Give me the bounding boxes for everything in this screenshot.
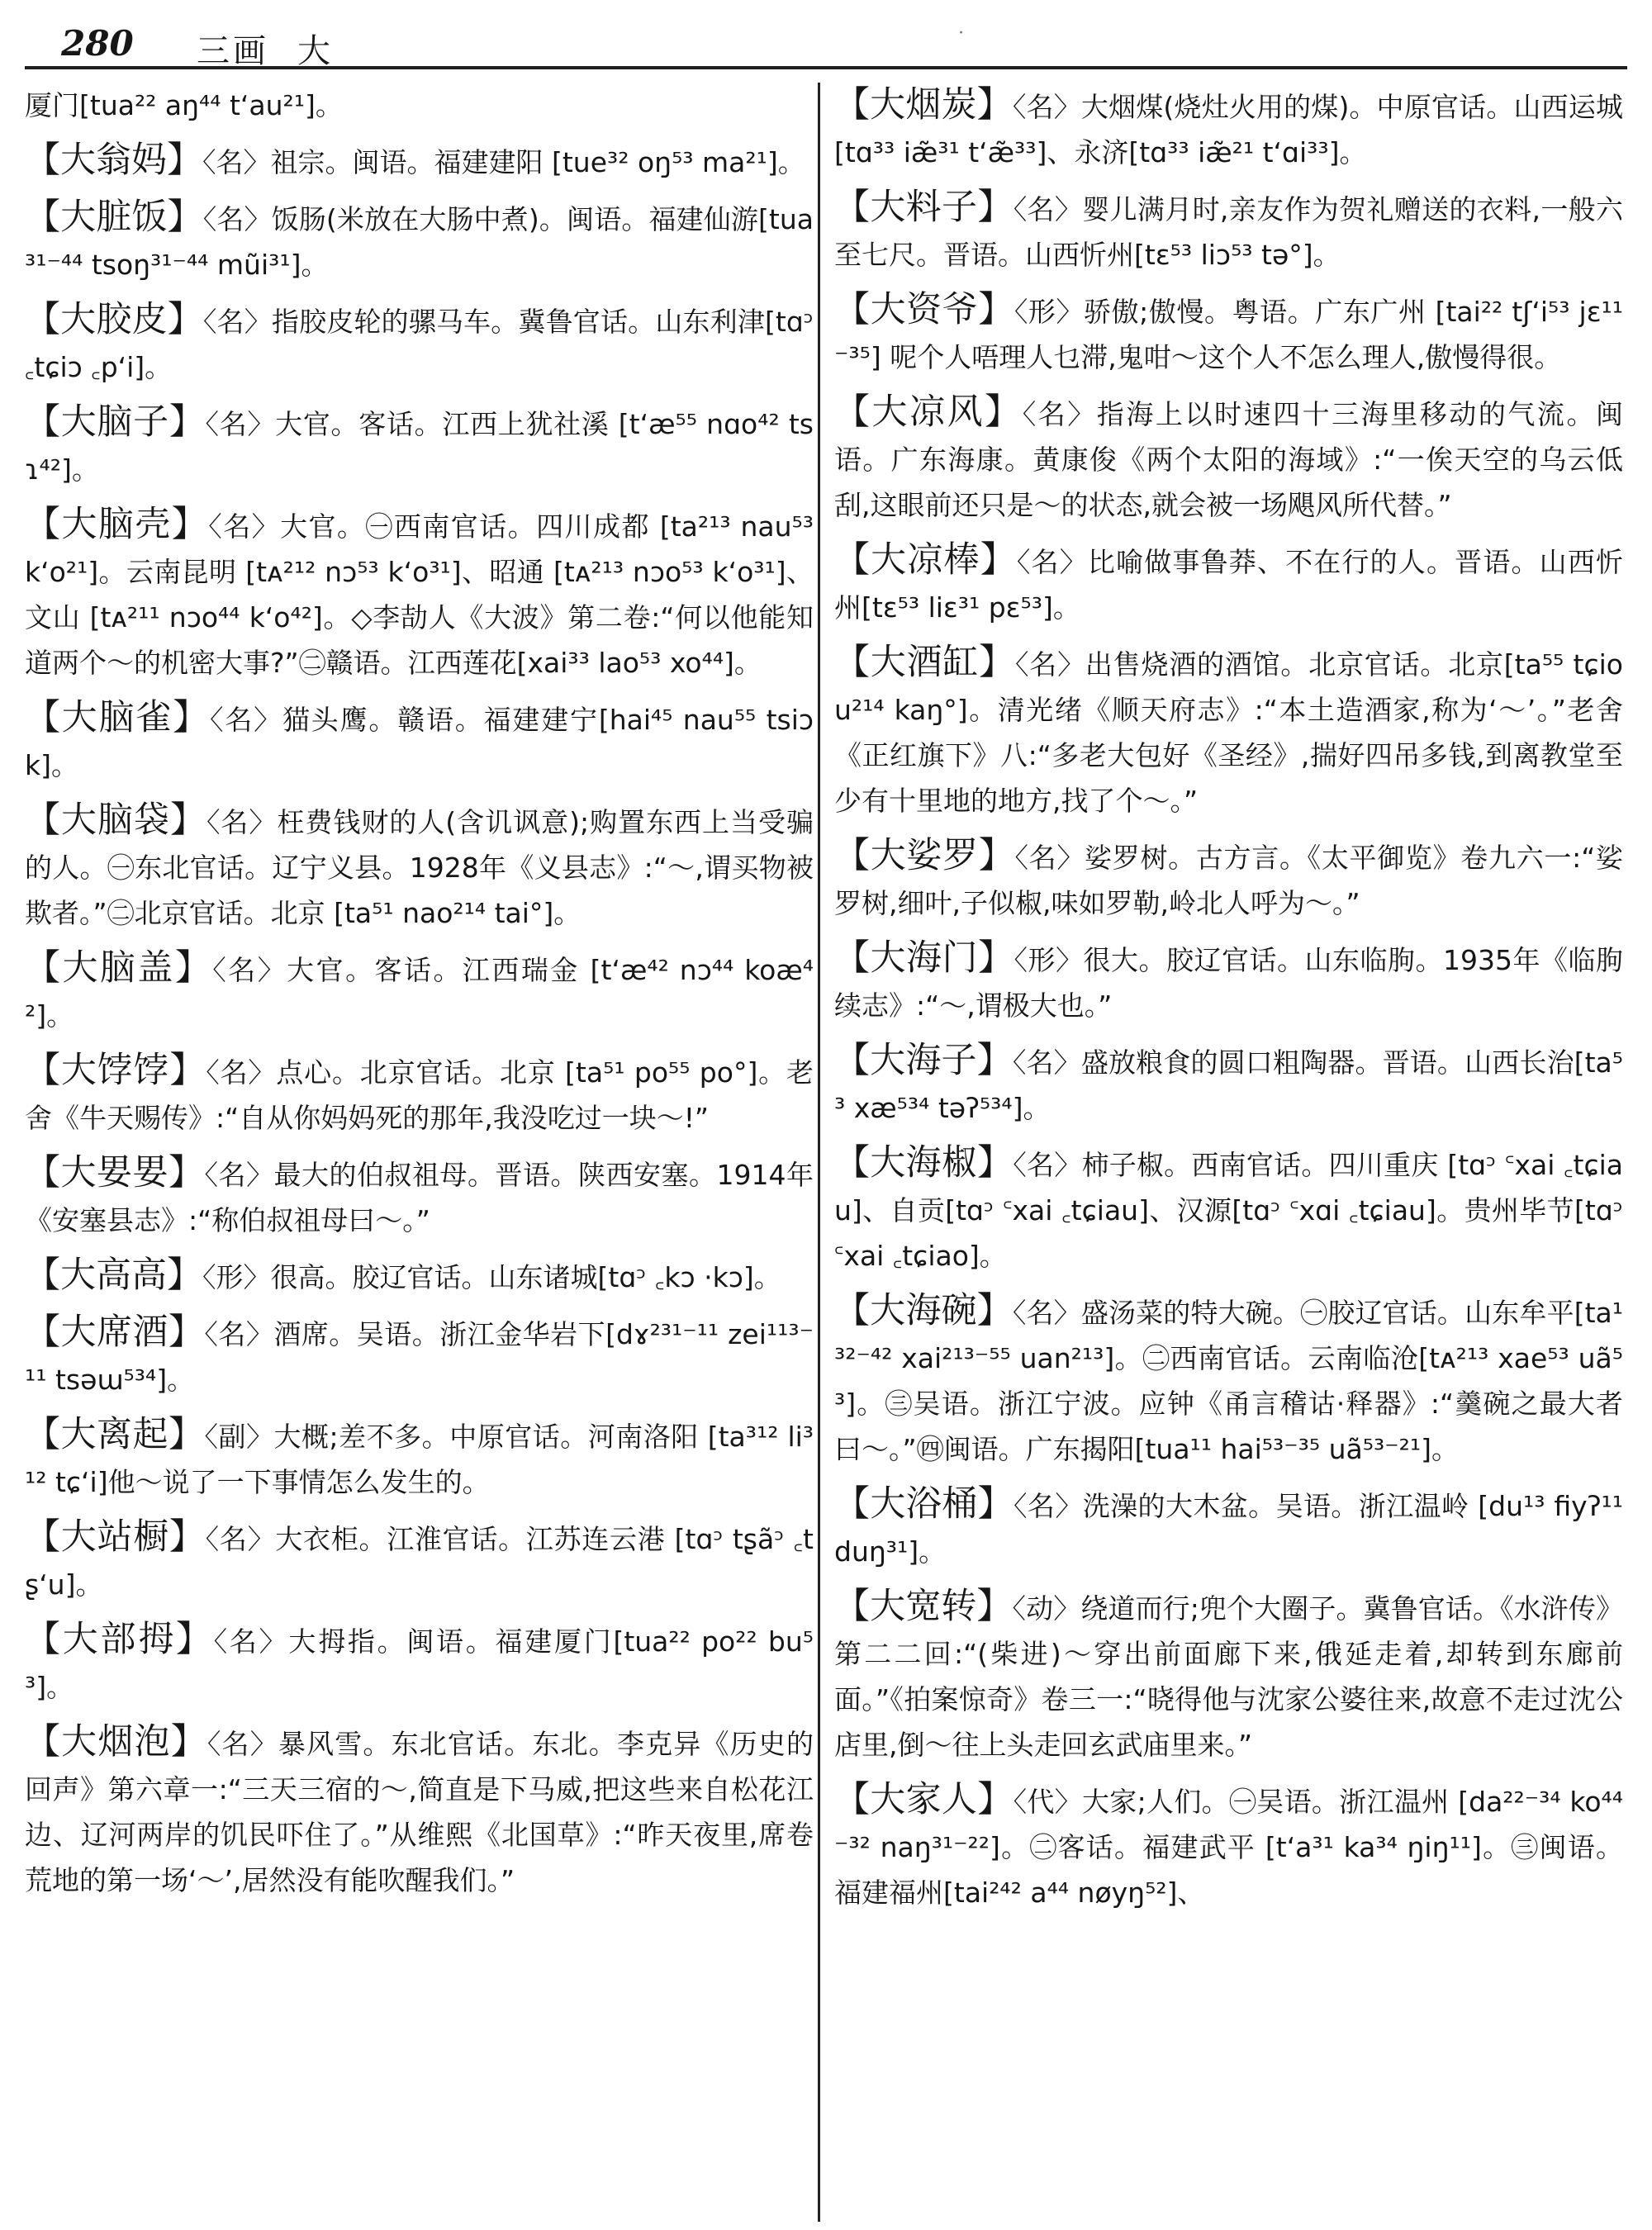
dictionary-entry xyxy=(834,1777,1623,1915)
entry-headword: 【大部拇】 xyxy=(25,1619,214,1660)
entry-headword: 【大站橱】 xyxy=(25,1516,206,1558)
dictionary-entry xyxy=(25,695,814,788)
dictionary-entry xyxy=(25,1515,814,1607)
entry-definition: 〈名〉指胶皮轮的骡马车。冀鲁官话。山东利津[tɑᵓ ꜀tɕiɔ ꜀p‘i]。 xyxy=(25,306,814,383)
entry-definition: 〈名〉指海上以时速四十三海里移动的气流。闽语。广东海康。黄康俊《两个太阳的海域》:“一俟天空的乌云低刮,这眼前还只是～的状态,就会被一场飓风所代替。” xyxy=(834,398,1624,521)
entry-definition: 〈副〉大概;差不多。中原官话。河南洛阳 [ta³¹² li³¹² tɕ‘i]他～说了一下事情怎么发生的。 xyxy=(25,1421,814,1498)
entry-headword: 【大离起】 xyxy=(25,1414,205,1455)
entry-definition: 〈名〉大官。客话。江西上犹社溪 [t‘æ⁵⁵ nɑo⁴² tsɿ⁴²]。 xyxy=(25,408,814,486)
entry-definition: 〈名〉枉费钱财的人(含讥讽意);购置东西上当受骗的人。㊀东北官话。辽宁义县。1928年《义县志》:“～,谓买物被欺者。”㊁北京官话。北京 [ta⁵¹ nao²¹⁴ tai°]。 xyxy=(25,806,814,929)
entry-headword: 【大脑盖】 xyxy=(25,947,213,989)
dictionary-entry xyxy=(25,195,814,287)
right-column xyxy=(834,83,1623,1925)
dictionary-entry xyxy=(25,1720,814,1903)
entry-headword: 【大㚻㚻】 xyxy=(25,1152,205,1193)
dictionary-entry xyxy=(25,1310,814,1402)
entry-headword: 【大胶皮】 xyxy=(25,299,203,340)
entry-definition: 〈名〉最大的伯叔祖母。晋语。陕西安塞。1914年《安塞县志》:“称伯叔祖母曰～。” xyxy=(25,1159,814,1236)
dictionary-entry xyxy=(834,1141,1623,1279)
entry-headword: 【大翁妈】 xyxy=(25,140,202,181)
dictionary-entry xyxy=(25,946,814,1038)
entry-headword: 【大凉风】 xyxy=(834,391,1023,433)
entry-definition: 〈名〉娑罗树。古方言。《太平御览》卷九六一:“娑罗树,细叶,子似椒,味如罗勒,岭北人呼为～。” xyxy=(834,842,1624,919)
dictionary-entry xyxy=(834,538,1623,630)
entry-definition: 〈名〉饭肠(米放在大肠中煮)。闽语。福建仙游[tua³¹⁻⁴⁴ tsoŋ³¹⁻⁴⁴ mũi³¹]。 xyxy=(25,203,814,281)
entry-definition: 〈名〉酒席。吴语。浙江金华岩下[dɤ²³¹⁻¹¹ zei¹¹³⁻¹¹ tsəɯ⁵³⁴]。 xyxy=(25,1318,814,1396)
entry-definition: 〈名〉比喻做事鲁莽、不在行的人。晋语。山西忻州[tɛ⁵³ liɛ³¹ pɛ⁵³]。 xyxy=(834,546,1624,624)
entry-definition: 〈名〉暴风雪。东北官话。东北。李克异《历史的回声》第六章一:“三天三宿的～,简直是下马威,把这些来自松花江边、辽河两岸的饥民吓住了。”从维熙《北国草》:“昨天夜里,席卷荒地的第一场‘～’,居然没有能吹醒我们。” xyxy=(25,1728,814,1896)
entry-headword: 【大娑罗】 xyxy=(834,835,1015,876)
dictionary-entry xyxy=(834,1584,1623,1767)
dictionary-entry xyxy=(25,1617,814,1710)
entry-definition: 〈名〉柿子椒。西南官话。四川重庆 [tɑᵓ ꜂xai ꜀tɕiau]、自贡[tɑᵓ ꜂xai ꜀tɕiau]、汉源[tɑᵓ ꜂xɑi ꜀tɕiau]。贵州毕节[tɑᵓ ꜂xai ꜀tɕiao]。 xyxy=(834,1149,1623,1272)
entry-definition: 〈名〉盛汤菜的特大碗。㊀胶辽官话。山东牟平[ta¹³²⁻⁴² xai²¹³⁻⁵⁵ uan²¹³]。㊁西南官话。云南临沧[tᴀ²¹³ xae⁵³ uã⁵³]。㊂吴语。浙江宁波。应钟《甬言稽诂·释器》:“羹碗之最大者曰～。”㊃闽语。广东揭阳[tua¹¹ hai⁵³⁻³⁵ uã⁵³⁻²¹]。 xyxy=(834,1297,1624,1465)
entry-definition: 〈名〉盛放粮食的圆口粗陶器。晋语。山西长治[ta⁵³ xæ⁵³⁴ təʔ⁵³⁴]。 xyxy=(834,1046,1624,1124)
entry-headword: 【大酒缸】 xyxy=(834,642,1015,683)
entry-headword: 【大海椒】 xyxy=(834,1142,1014,1184)
entry-definition: 〈名〉猫头鹰。赣语。福建建宁[hai⁴⁵ nau⁵⁵ tsiɔk]。 xyxy=(25,704,814,781)
entry-definition: 〈名〉婴儿满月时,亲友作为贺礼赠送的衣料,一般六至七尺。晋语。山西忻州[tɛ⁵³ liɔ⁵³ tə°]。 xyxy=(834,193,1623,271)
entry-definition: 〈形〉很高。胶辽官话。山东诸城[tɑᵓ ꜀kɔ ·kɔ]。 xyxy=(202,1261,781,1293)
entry-headword: 【大宽转】 xyxy=(834,1586,1013,1627)
section-character: 大 xyxy=(297,32,330,70)
dictionary-entry xyxy=(25,798,814,936)
entry-headword: 【大脑袋】 xyxy=(25,799,206,841)
entry-definition: 〈名〉大拇指。闽语。福建厦门[tua²² po²² bu⁵³]。 xyxy=(25,1625,814,1703)
entry-headword: 【大海碗】 xyxy=(834,1290,1013,1331)
dictionary-entry xyxy=(834,640,1623,823)
entry-definition: 〈代〉大家;人们。㊀吴语。浙江温州 [da²²⁻³⁴ ko⁴⁴⁻³² naŋ³¹⁻²²]。㊁客话。福建武平 [t‘a³¹ ka³⁴ ŋiŋ¹¹]。㊂闽语。福建福州[tai²⁴² a⁴⁴ nøyŋ⁵²]、 xyxy=(834,1786,1624,1909)
entry-definition: 〈名〉大衣柜。江淮官话。江苏连云港 [tɑᵓ tʂãᵓ ꜀tʂ‘u]。 xyxy=(25,1523,814,1601)
entry-headword: 【大脑壳】 xyxy=(25,504,209,545)
dictionary-entry xyxy=(834,833,1623,926)
entry-headword: 【大烟泡】 xyxy=(25,1721,207,1763)
dictionary-entry xyxy=(25,1151,814,1243)
dictionary-entry xyxy=(834,390,1623,528)
entry-headword: 【大资爷】 xyxy=(834,289,1014,330)
dictionary-entry xyxy=(25,502,814,686)
dictionary-entry xyxy=(834,185,1623,278)
entry-definition: 厦门[tua²² aŋ⁴⁴ t‘au²¹]。 xyxy=(25,89,343,121)
entry-headword: 【大凉棒】 xyxy=(834,539,1017,581)
dictionary-entry xyxy=(25,138,814,185)
entry-headword: 【大脑雀】 xyxy=(25,697,211,738)
entry-definition: 〈名〉大烟煤(烧灶火用的煤)。中原官话。山西运城[tɑ³³ iæ̃³¹ t‘æ̃³³]、永济[tɑ³³ iæ̃²¹ t‘ɑi³³]。 xyxy=(834,91,1624,168)
entry-definition: 〈名〉出售烧酒的酒馆。北京官话。北京[ta⁵⁵ tɕiou²¹⁴ kaŋ°]。清光绪《顺天府志》:“本土造酒家,称为‘～’。”老舍《正红旗下》八:“多老大包好《圣经》,揣好四吊多钱,到离教堂至少有十里地的地方,找了个～。” xyxy=(834,648,1623,817)
page-number: 280 xyxy=(61,23,134,64)
dictionary-entry xyxy=(834,83,1623,175)
dictionary-entry xyxy=(25,400,814,492)
dictionary-entry xyxy=(25,1253,814,1300)
dictionary-entry xyxy=(25,297,814,390)
entry-definition: 〈名〉大官。㊀西南官话。四川成都 [ta²¹³ nau⁵³ k‘o²¹]。云南昆明 [tᴀ²¹² nɔ⁵³ k‘o³¹]、昭通 [tᴀ²¹³ nɔo⁵³ k‘o³¹]、文山 [tᴀ²¹¹ nɔo⁴⁴ k‘o⁴²]。◇李劼人《大波》第二卷:“何以他能知道两个～的机密大事?”㊁赣语。江西莲花[xai³³ lao⁵³ xo⁴⁴]。 xyxy=(25,510,814,679)
dictionary-entry xyxy=(834,936,1623,1028)
column-divider xyxy=(818,83,820,2222)
entry-definition: 〈动〉绕道而行;兜个大圈子。冀鲁官话。《水浒传》第二二回:“(柴进)～穿出前面廊下来,俄延走着,却转到东廊前面。”《拍案惊奇》卷三一:“晓得他与沈家公婆往来,故意不走过沈公店里,倒～往上头走回玄武庙里来。” xyxy=(834,1592,1623,1761)
entry-headword: 【大料子】 xyxy=(834,187,1014,228)
dictionary-entry xyxy=(834,1288,1623,1472)
dictionary-entry xyxy=(834,1038,1623,1131)
page-header xyxy=(25,18,1627,69)
entry-headword: 【大浴桶】 xyxy=(834,1483,1014,1525)
left-column xyxy=(25,83,814,1913)
entry-headword: 【大海子】 xyxy=(834,1040,1013,1081)
entry-definition: 〈名〉祖宗。闽语。福建建阳 [tue³² oŋ⁵³ ma²¹]。 xyxy=(202,146,805,178)
entry-headword: 【大脏饭】 xyxy=(25,197,203,238)
entry-definition: 〈形〉骄傲;傲慢。粤语。广东广州 [tai²² tʃ‘i⁵³ jɛ¹¹⁻³⁵] 呢个人唔理人乜滞,鬼咁～这个人不怎么理人,傲慢得很。 xyxy=(834,296,1623,373)
entry-headword: 【大高高】 xyxy=(25,1255,202,1296)
section-label: 三画 xyxy=(197,32,269,70)
dictionary-entry xyxy=(25,83,814,128)
entry-headword: 【大饽饽】 xyxy=(25,1050,206,1091)
dictionary-entry xyxy=(25,1048,814,1141)
dictionary-entry xyxy=(834,1482,1623,1574)
entry-headword: 【大烟炭】 xyxy=(834,84,1013,126)
entry-headword: 【大家人】 xyxy=(834,1779,1014,1820)
entry-definition: 〈名〉大官。客话。江西瑞金 [t‘æ⁴² nɔ⁴⁴ koæ⁴²]。 xyxy=(25,954,814,1032)
entry-definition: 〈名〉点心。北京官话。北京 [ta⁵¹ po⁵⁵ po°]。老舍《牛天赐传》:“自从你妈妈死的那年,我没吃过一块～!” xyxy=(25,1056,814,1134)
dictionary-entry xyxy=(25,1412,814,1505)
entry-definition: 〈名〉洗澡的大木盆。吴语。浙江温岭 [du¹³ fiyʔ¹¹ duŋ³¹]。 xyxy=(834,1490,1623,1568)
entry-headword: 【大海门】 xyxy=(834,937,1014,979)
entry-headword: 【大脑子】 xyxy=(25,401,206,443)
entry-definition: 〈形〉很大。胶辽官话。山东临朐。1935年《临朐续志》:“～,谓极大也。” xyxy=(834,944,1624,1022)
dictionary-entry xyxy=(834,287,1623,380)
entry-headword: 【大席酒】 xyxy=(25,1312,205,1353)
header-speck: · xyxy=(958,23,964,44)
